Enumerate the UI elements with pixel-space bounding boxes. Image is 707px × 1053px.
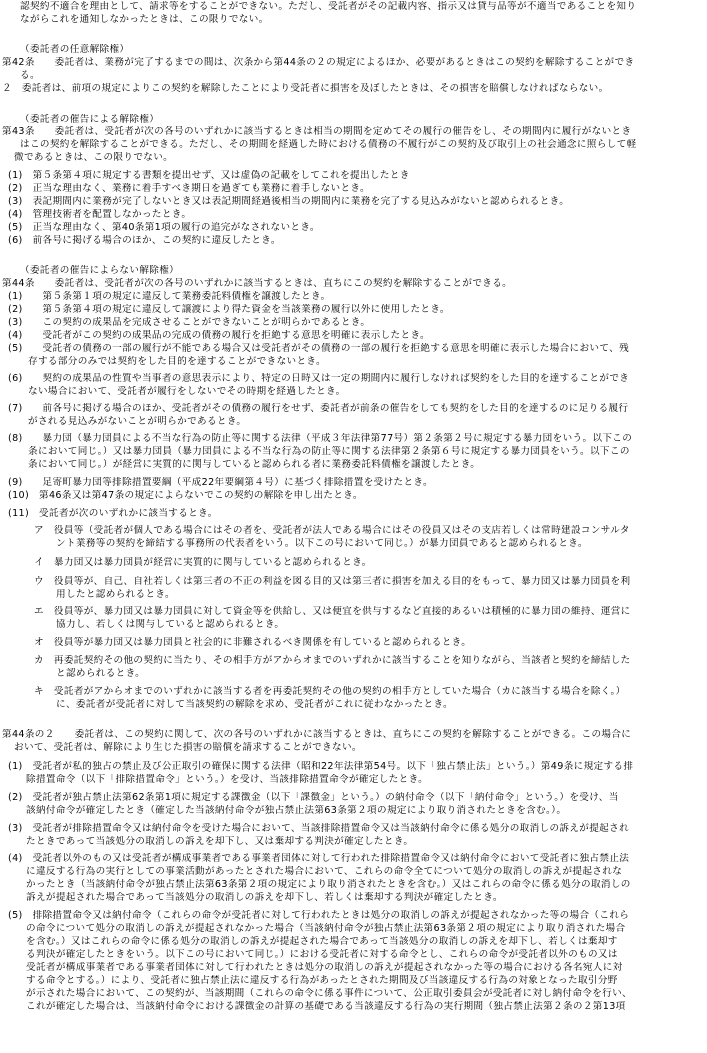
document-text-line: 除措置命令（以下「排除措置命令」という。）を受け、当該排除措置命令が確定したとき。 bbox=[26, 774, 429, 785]
document-text-line: 第44条 委託者は、受託者が次の各号のいずれかに該当するときは、直ちにこの契約を解除することができる。 bbox=[2, 278, 513, 289]
document-text-line: (11) 受託者が次のいずれかに該当するとき。 bbox=[8, 508, 218, 519]
document-text-line: (2) 第５条第４項の規定に違反して譲渡により得た資金を当該業務の履行以外に使用したとき。 bbox=[8, 304, 450, 315]
document-text-line: かったとき（当該納付命令が独占禁止法第63条第２項の規定により取り消されたときを含む。）又はこれらの命令に係る処分の取消しの bbox=[26, 879, 631, 890]
document-text-line: がされる見込みがないことが明らかであるとき。 bbox=[28, 416, 247, 427]
document-text-line: イ 暴力団又は暴力団員が経営に実質的に関与していると認められるとき。 bbox=[34, 557, 372, 568]
document-text-line: 受託者が構成事業者である事業者団体に対して行われたときは処分の取消しの訴えが提起されなかった等の場合における各名宛人に対 bbox=[26, 962, 623, 973]
document-text-line: に、委託者が受託者に対して当該契約の解除を求め、受託者がこれに従わなかったとき。 bbox=[56, 699, 453, 710]
document-text-line: (3) この契約の成果品を完成させることができないことが明らかであるとき。 bbox=[8, 317, 371, 328]
document-text-line: (8) 暴力団（暴力団員による不当な行為の防止等に関する法律（平成３年法律第77号）第２条第２号に規定する暴力団をいう。以下この bbox=[8, 433, 633, 444]
document-text-line: ながらこれを通知しなかったときは、この限りでない。 bbox=[20, 14, 269, 25]
document-text-line: 認契約不適合を理由として、請求等をすることができない。ただし、受託者がその記載内容、指示又は貸与品等が不適当であることを知り bbox=[20, 1, 637, 12]
document-text-line: (4) 受託者以外のもの又は受託者が構成事業者である事業者団体に対して行われた排除措置命令又は納付命令において受託者に独占禁止法 bbox=[8, 853, 630, 864]
document-text-line: と認められるとき。 bbox=[56, 668, 146, 679]
document-text-line: ２ 委託者は、前項の規定によりこの契約を解除したことにより受託者に損害を及ぼしたときは、その損害を賠償しなければならない。 bbox=[2, 83, 609, 94]
document-text-line: 微であるときは、この限りでない。 bbox=[14, 152, 174, 163]
document-text-line: 第43条 委託者は、受託者が次の各号のいずれかに該当するときは相当の期間を定めてその履行の催告をし、その期間内に履行がないとき bbox=[2, 126, 632, 137]
document-text-line: ウ 役員等が、自己、自社若しくは第三者の不正の利益を図る目的又は第三者に損害を加える目的をもって、暴力団又は暴力団員を利 bbox=[34, 576, 631, 587]
document-text-line: (4) 管理技術者を配置しなかったとき。 bbox=[8, 209, 192, 220]
document-text-line: （委託者の任意解除権） bbox=[20, 44, 130, 55]
document-text-line: エ 役員等が、暴力団又は暴力団員に対して資金等を供給し、又は便宜を供与するなど直接的あるいは積極的に暴力団の維持、運営に bbox=[34, 606, 631, 617]
document-text-line: 第44条の２ 委託者は、この契約に関して、次の各号のいずれかに該当するときは、直ちにこの契約を解除することができる。この場合に bbox=[2, 729, 632, 740]
document-text-line: (1) 第５条第４項に規定する書類を提出せず、又は虚偽の記載をしてこれを提出したとき bbox=[8, 170, 410, 181]
document-text-line: （委託者の催告による解除権） bbox=[20, 114, 160, 125]
document-text-line: (1) 第５条第１項の規定に違反して業務委託料債権を譲渡したとき。 bbox=[8, 291, 331, 302]
document-text-line: 条において同じ。）又は暴力団員（暴力団員による不当な行為の防止等に関する法律第２条第６号に規定する暴力団員をいう。以下この bbox=[28, 446, 630, 457]
document-text-line: （委託者の催告によらない解除権） bbox=[20, 265, 180, 276]
document-text-line: オ 役員等が暴力団又は暴力団員と社会的に非難されるべき関係を有していると認められるとき。 bbox=[34, 637, 472, 648]
document-text-line: (2) 正当な理由なく、業務に着手すべき期日を過ぎても業務に着手しないとき。 bbox=[8, 183, 370, 194]
document-text-line: (5) 受託者の債務の一部の履行が不能である場合又は受託者がその債務の一部の履行を拒絶する意思を明確に表示した場合において、残 bbox=[8, 343, 630, 354]
document-text-line: 訴えが提起された場合であって当該処分の取消しの訴えを却下し、若しくは棄却する判決が確定したとき。 bbox=[26, 892, 503, 903]
document-text-line: 第42条 委託者は、業務が完了するまでの間は、次条から第44条の２の規定によるほか、必要があるときはこの契約を解除することができ bbox=[2, 57, 635, 68]
document-text-line: ない場合において、受託者が履行をしないでその時期を経過したとき。 bbox=[28, 386, 346, 397]
document-text-line: これが確定した場合は、当該納付命令における課徴金の計算の基礎である当該違反する行為の実行期間（独占禁止法第２条の２第13項 bbox=[26, 1001, 626, 1012]
document-text-line: (1) 受託者が私的独占の禁止及び公正取引の確保に関する法律（昭和22年法律第54号。以下「独占禁止法」という。）第49条に規定する排 bbox=[8, 761, 634, 772]
document-text-line: ント業務等の契約を締結する事務所の代表者をいう。以下この号において同じ。）が暴力団員であると認められるとき。 bbox=[56, 538, 588, 549]
document-text-line: (6) 契約の成果品の性質や当事者の意思表示により、特定の日時又は一定の期間内に履行しなければ契約をした目的を達することができ bbox=[8, 373, 630, 384]
document-text-line: (6) 前各号に掲げる場合のほか、この契約に違反したとき。 bbox=[8, 235, 281, 246]
document-text-line: カ 再委託契約その他の契約に当たり、その相手方がアからオまでのいずれかに該当することを知りながら、当該者と契約を締結した bbox=[34, 655, 631, 666]
document-text-line: る判決が確定したときをいう。以下この号において同じ。）における受託者に対する命令とし、これらの命令が受託者以外のもの又は bbox=[26, 949, 618, 960]
document-text-line: (7) 前各号に掲げる場合のほか、受託者がその債務の履行をせず、委託者が前条の催告をしても契約をした目的を達するのに足りる履行 bbox=[8, 403, 629, 414]
document-text-line: を含む。）又はこれらの命令に係る処分の取消しの訴えが提起された場合であって当該処分の取消しの訴えを却下し、若しくは棄却す bbox=[26, 936, 618, 947]
document-text-line: の命令について処分の取消しの訴えが提起されなかった場合（当該納付命令が独占禁止法第63条第２項の規定により取り消された場合 bbox=[26, 923, 626, 934]
document-text-line: (5) 排除措置命令又は納付命令（これらの命令が受託者に対して行われたときは処分の取消しの訴えが提起されなかった等の場合（これら bbox=[8, 910, 630, 921]
document-text-line: 条において同じ。）が経営に実質的に関与していると認められる者に業務委託料債権を譲渡したとき。 bbox=[28, 459, 481, 470]
document-text-line: ア 役員等（受託者が個人である場合にはその者を、受託者が法人である場合にはその役員又はその支店若しくは常時建設コンサルタ bbox=[34, 525, 630, 536]
document-text-line: (3) 受託者が排除措置命令又は納付命令を受けた場合において、当該排除措置命令又は当該納付命令に係る処分の取消しの訴えが提起され bbox=[8, 823, 630, 834]
document-text-line: る。 bbox=[20, 70, 40, 81]
document-text-line: (3) 表記期間内に業務が完了しないとき又は表記期間経過後相当の期間内に業務を完了する見込みがないと認められるとき。 bbox=[8, 196, 570, 207]
document-text-line: (9) 足寄町暴力団等排除措置要綱（平成22年要綱第４号）に基づく排除措置を受けたとき。 bbox=[8, 477, 433, 488]
document-text-line: 用したと認められるとき。 bbox=[56, 589, 175, 600]
document-text-line: おいて、受託者は、解除により生じた損害の賠償を請求することができない。 bbox=[14, 742, 362, 753]
document-text-line: キ 受託者がアからオまでのいずれかに該当する者を再委託契約その他の契約の相手方としていた場合（カに該当する場合を除く。） bbox=[34, 686, 626, 697]
document-text-line: に違反する行為の実行としての事業活動があったとされた場合において、これらの命令全てについて処分の取消しの訴えが提起されな bbox=[26, 866, 623, 877]
document-text-line: (4) 受託者がこの契約の成果品の完成の債務の履行を拒絶する意思を明確に表示したとき。 bbox=[8, 330, 430, 341]
document-text-line: (2) 受託者が独占禁止法第62条第1項に規定する課徴金（以下「課徴金」という。）の納付命令（以下「納付命令」という。）を受け、当 bbox=[8, 792, 619, 803]
document-text-line: たときであって当該処分の取消しの訴えを却下し、又は棄却する判決が確定したとき。 bbox=[26, 836, 414, 847]
document-text-line: が示された場合において、この契約が、当該期間（これらの命令に係る事件について、公正取引委員会が受託者に対し納付命令を行い、 bbox=[26, 988, 632, 999]
document-text-line: はこの契約を解除することができる。ただし、その期間を経過した時における債務の不履行がこの契約及び取引上の社会通念に照らして軽 bbox=[20, 139, 637, 150]
document-text-line: (5) 正当な理由なく、第40条第1項の履行の追完がなされないとき。 bbox=[8, 222, 320, 233]
document-text-line: する命令とする。）により、受託者に独占禁止法に違反する行為があったとされた期間及び当該違反する行為の対象となった取引分野 bbox=[26, 975, 618, 986]
document-text-line: 該納付命令が確定したとき（確定した当該納付命令が独占禁止法第63条第２項の規定により取り消されたときを含む。）。 bbox=[26, 805, 567, 816]
document-text-line: 協力し、若しくは関与していると認められるとき。 bbox=[56, 619, 285, 630]
document-text-line: 存する部分のみでは契約をした目的を達することができないとき。 bbox=[28, 356, 326, 367]
document-text-line: (10) 第46条又は第47条の規定によらないでこの契約の解除を申し出たとき。 bbox=[8, 490, 363, 501]
